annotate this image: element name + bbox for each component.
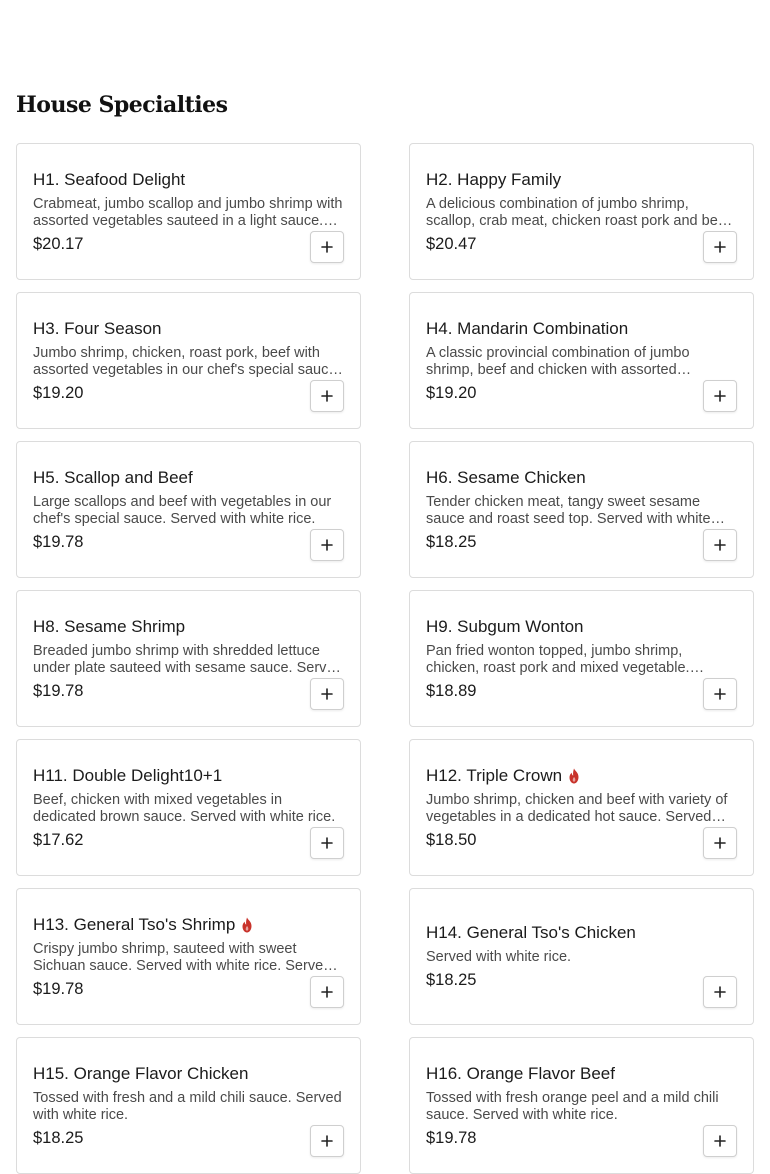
menu-item-name: H4. Mandarin Combination <box>426 318 629 338</box>
menu-item-body <box>426 740 737 875</box>
menu-item-price: $18.50 <box>426 830 477 849</box>
menu-item-title <box>33 318 344 340</box>
plus-icon <box>714 688 726 700</box>
menu-item-body <box>33 442 344 577</box>
menu-item-card[interactable] <box>409 590 754 727</box>
menu-item-name: H9. Subgum Wonton <box>426 616 584 636</box>
menu-item-price: $19.78 <box>33 532 84 551</box>
menu-item-price: $18.89 <box>426 681 477 700</box>
menu-item-description: Crabmeat, jumbo scallop and jumbo shrimp with assorted vegetables sauteed in a light sauce. <box>33 195 343 229</box>
plus-icon <box>321 241 333 253</box>
menu-item-price: $19.20 <box>426 383 477 402</box>
add-to-cart-button[interactable] <box>703 231 737 263</box>
add-to-cart-button[interactable] <box>703 827 737 859</box>
add-to-cart-button[interactable] <box>703 529 737 561</box>
menu-item-title <box>426 467 737 489</box>
add-to-cart-button[interactable] <box>310 678 344 710</box>
plus-icon <box>714 539 726 551</box>
menu-item-card[interactable] <box>409 292 754 429</box>
menu-item-card[interactable] <box>16 292 361 429</box>
menu-item-card[interactable] <box>409 888 754 1025</box>
plus-icon <box>321 837 333 849</box>
menu-item-description: Jumbo shrimp, chicken and beef with variety of vegetables in a dedicated hot sauce. Served <box>426 791 728 825</box>
menu-item-name: H13. General Tso's Shrimp <box>33 914 236 934</box>
add-to-cart-button[interactable] <box>310 231 344 263</box>
menu-item-description: Tender chicken meat, tangy sweet sesame sauce and roast seed top. Served with white <box>426 493 711 527</box>
menu-item-name: H2. Happy Family <box>426 169 562 189</box>
menu-item-price: $19.78 <box>426 1128 477 1147</box>
menu-item-title <box>426 616 737 638</box>
plus-icon <box>321 688 333 700</box>
menu-item-price: $19.78 <box>33 681 84 700</box>
plus-icon <box>321 1135 333 1147</box>
menu-item-description: Beef, chicken with mixed vegetables in dedicated brown sauce. Served with white rice. <box>33 791 336 825</box>
menu-item-card[interactable] <box>16 739 361 876</box>
menu-item-description: Tossed with fresh orange peel and a mild chili sauce. Served with white rice. <box>426 1089 719 1123</box>
menu-item-card[interactable] <box>409 143 754 280</box>
menu-item-title <box>426 1063 737 1085</box>
menu-item-body <box>33 889 344 1024</box>
menu-item-name: H1. Seafood Delight <box>33 169 186 189</box>
menu-item-description: A classic provincial combination of jumbo shrimp, beef and chicken with assorted <box>426 344 690 378</box>
menu-item-card[interactable] <box>16 1037 361 1174</box>
menu-item-card[interactable] <box>16 590 361 727</box>
menu-item-body <box>426 889 737 1024</box>
plus-icon <box>714 986 726 998</box>
menu-item-price: $18.25 <box>426 971 477 989</box>
menu-item-body <box>426 1038 737 1173</box>
menu-item-title <box>33 467 344 489</box>
menu-item-name: H15. Orange Flavor Chicken <box>33 1063 249 1083</box>
menu-item-card[interactable] <box>409 441 754 578</box>
menu-item-title <box>426 318 737 340</box>
menu-item-price: $20.47 <box>426 234 477 253</box>
menu-item-body <box>33 740 344 875</box>
menu-item-name: H16. Orange Flavor Beef <box>426 1063 615 1083</box>
menu-item-price: $19.20 <box>33 383 84 402</box>
menu-item-description: Served with white rice. <box>426 949 572 965</box>
plus-icon <box>714 241 726 253</box>
menu-item-body <box>426 144 737 279</box>
menu-item-description: A delicious combination of jumbo shrimp, scallop, crab meat, chicken roast pork and beef <box>426 195 730 229</box>
menu-item-price: $18.25 <box>426 532 477 551</box>
spicy-icon <box>567 768 581 784</box>
menu-item-name: H12. Triple Crown <box>426 765 563 785</box>
add-to-cart-button[interactable] <box>703 976 737 1008</box>
menu-item-body <box>426 442 737 577</box>
menu-item-price: $18.25 <box>33 1128 84 1147</box>
menu-item-price: $17.62 <box>33 830 84 849</box>
plus-icon <box>321 539 333 551</box>
add-to-cart-button[interactable] <box>310 1125 344 1157</box>
section-title: House Specialties <box>16 92 228 118</box>
add-to-cart-button[interactable] <box>310 529 344 561</box>
add-to-cart-button[interactable] <box>703 678 737 710</box>
plus-icon <box>321 390 333 402</box>
add-to-cart-button[interactable] <box>310 976 344 1008</box>
add-to-cart-button[interactable] <box>310 380 344 412</box>
menu-item-title <box>426 169 737 191</box>
menu-item-description: Tossed with fresh and a mild chili sauce. Served with white rice. <box>33 1089 342 1123</box>
menu-item-description: Crispy jumbo shrimp, sauteed with sweet Sichuan sauce. Served with white rice. Served <box>33 940 332 974</box>
menu-item-description: Pan fried wonton topped, jumbo shrimp, chicken, roast pork and mixed vegetable. <box>426 642 690 676</box>
menu-item-name: H6. Sesame Chicken <box>426 467 586 487</box>
menu-item-title <box>33 914 344 936</box>
plus-icon <box>714 390 726 402</box>
add-to-cart-button[interactable] <box>310 827 344 859</box>
menu-item-name: H14. General Tso's Chicken <box>426 923 636 942</box>
add-to-cart-button[interactable] <box>703 380 737 412</box>
menu-item-name: H5. Scallop and Beef <box>33 467 193 487</box>
menu-item-name: H3. Four Season <box>33 318 162 338</box>
menu-item-title <box>426 765 737 787</box>
menu-item-card[interactable] <box>409 739 754 876</box>
plus-icon <box>714 1135 726 1147</box>
spicy-icon <box>240 917 254 933</box>
menu-grid <box>16 143 754 1174</box>
plus-icon <box>321 986 333 998</box>
menu-item-card[interactable] <box>16 888 361 1025</box>
plus-icon <box>714 837 726 849</box>
menu-item-body <box>33 1038 344 1173</box>
menu-item-description: Jumbo shrimp, chicken, roast pork, beef with assorted vegetables in our chef's special sauce. <box>33 344 341 378</box>
menu-item-body <box>33 293 344 428</box>
menu-item-title <box>33 1063 344 1085</box>
menu-item-body <box>33 144 344 279</box>
menu-item-description: Large scallops and beef with vegetables in our chef's special sauce. Served with white rice. <box>33 493 332 527</box>
menu-item-card[interactable] <box>16 143 361 280</box>
menu-item-body <box>426 293 737 428</box>
menu-item-name: H11. Double Delight10+1 <box>33 765 223 785</box>
menu-item-name: H8. Sesame Shrimp <box>33 616 186 636</box>
menu-item-title <box>426 922 737 944</box>
menu-item-title <box>33 765 344 787</box>
menu-item-price: $20.17 <box>33 234 84 253</box>
add-to-cart-button[interactable] <box>703 1125 737 1157</box>
menu-item-price: $19.78 <box>33 979 84 998</box>
menu-item-card[interactable] <box>16 441 361 578</box>
menu-item-title <box>33 616 344 638</box>
menu-item-card[interactable] <box>409 1037 754 1174</box>
menu-item-body <box>426 591 737 726</box>
menu-item-body <box>33 591 344 726</box>
menu-item-description: Breaded jumbo shrimp with shredded lettuce under plate sauteed with sesame sauce. Served <box>33 642 343 676</box>
menu-item-title <box>33 169 344 191</box>
